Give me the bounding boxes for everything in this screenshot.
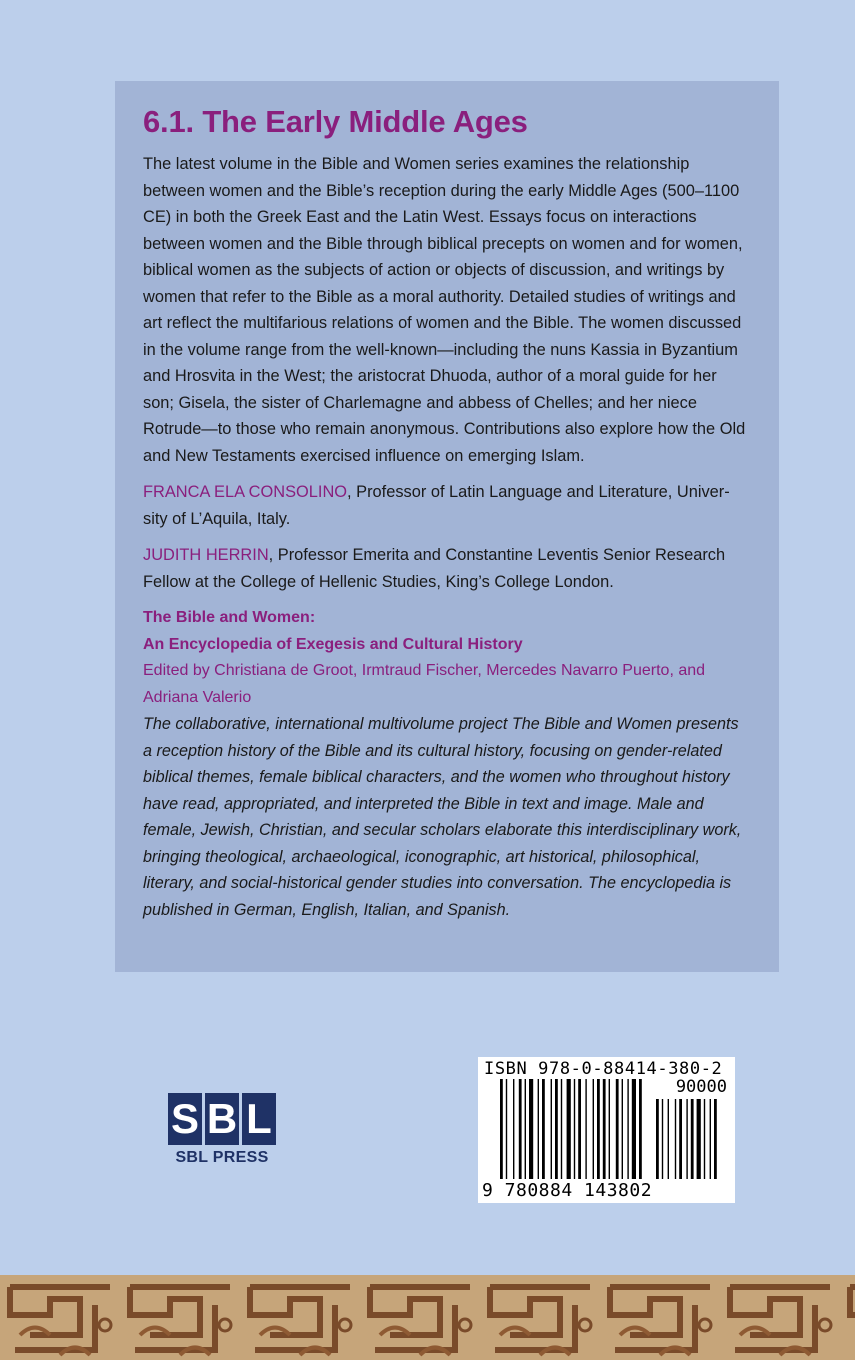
barcode-bar <box>500 1079 503 1179</box>
barcode-bar <box>668 1099 669 1179</box>
barcode-bar <box>714 1099 717 1179</box>
barcode-bar <box>704 1099 705 1179</box>
series-title-line1: The Bible and Women: <box>143 609 316 626</box>
barcode-bar <box>555 1079 558 1179</box>
barcode-bar <box>632 1079 636 1179</box>
editor-bio: , Professor of Latin Language and Literature, Univer-sity of L’Aquila, Italy. <box>143 483 730 528</box>
barcode-bar <box>691 1099 694 1179</box>
isbn-text: ISBN 978-0-88414-380-2 <box>484 1059 723 1079</box>
barcode-bar <box>551 1079 552 1179</box>
barcode-bar <box>662 1099 663 1179</box>
barcode-bar <box>593 1079 594 1179</box>
series-blurb: The collaborative, international multivolume project The Bible and Women presents a reception history of the Bible and its cultural history, focusing on gender-related biblical themes, female biblical characters, and the women who throughout history have read, appropriated, and interpreted the Bible in text and image. Male and female, Jewish, Christian, and secular scholars elaborate this interdisciplinary work, bringing theological, archaeological, iconographic, art historical, philosophical, literary, and social-historical gender studies into conversation. The encyclopedia is published in German, English, Italian, and Spanish. <box>143 715 742 919</box>
barcode-bar <box>686 1099 687 1179</box>
logo-letter-boxes <box>168 1093 278 1145</box>
logo-letter: B <box>205 1093 239 1145</box>
series-info <box>143 605 751 923</box>
barcode-bar <box>656 1099 659 1179</box>
price-code: 90000 <box>675 1077 727 1097</box>
publisher-name: SBL PRESS <box>175 1149 269 1166</box>
barcode-bar <box>597 1079 600 1179</box>
barcode-bar <box>525 1079 526 1179</box>
editor-bio: , Professor Emerita and Constantine Leventis Senior Research Fellow at the College of Hellenic Studies, King’s College London. <box>143 546 726 591</box>
barcode-bar <box>529 1079 533 1179</box>
barcode-bar <box>538 1079 539 1179</box>
barcode-bar <box>513 1079 514 1179</box>
barcode-bar <box>616 1079 619 1179</box>
logo-letter: S <box>168 1093 202 1145</box>
barcode-bar <box>578 1079 581 1179</box>
editor-name: JUDITH HERRIN <box>143 546 269 564</box>
barcode-bar <box>603 1079 606 1179</box>
barcode-bar <box>561 1079 562 1179</box>
barcode-bar <box>627 1079 628 1179</box>
series-editors: Edited by Christiana de Groot, Irmtraud Fischer, Mercedes Navarro Puerto, and Adriana Valerio <box>143 662 706 706</box>
editor-entry <box>143 542 751 595</box>
barcode-bar <box>506 1079 507 1179</box>
back-cover-text-panel <box>115 81 779 972</box>
barcode-bar <box>609 1079 610 1179</box>
book-description: The latest volume in the Bible and Women series examines the relationship between women and the Bible’s reception during the early Middle Ages (500–1100 CE) in both the Greek East and the Latin West. Essays focus on interactions between women and the Bible through biblical precepts on women and for women, biblical women as the subjects of action or objects of discussion, and writings by women that refer to the Bible as a moral authority. Detailed studies of writings and art reflect the multifarious relations of women and the Bible. The women discussed in the volume range from the well-known—including the nuns Kassia in Byzantium and Hrosvita in the West; the aristocrat Dhuoda, author of a moral guide for her son; Gisela, the sister of Charlemagne and abbess of Chelles; and her niece Rotrude—to those who remain anonymous. Contributions also explore how the Old and New Testaments exercised influence on emerging Islam. <box>143 155 746 465</box>
ornament-pattern <box>0 1275 855 1360</box>
barcode-bar <box>519 1079 522 1179</box>
barcode-bar <box>679 1099 682 1179</box>
barcode-bar <box>639 1079 642 1179</box>
barcode-bar <box>697 1099 701 1179</box>
barcode-bar <box>542 1079 545 1179</box>
barcode-bar <box>710 1099 711 1179</box>
barcode-digits: 9 780884 143802 <box>482 1180 653 1201</box>
decorative-ornament-band <box>0 1275 855 1360</box>
isbn-barcode <box>478 1057 735 1203</box>
barcode-bar <box>585 1079 586 1179</box>
editor-name: FRANCA ELA CONSOLINO <box>143 483 348 501</box>
sbl-press-logo <box>168 1093 278 1167</box>
barcode-bar <box>675 1099 676 1179</box>
barcode-bar <box>574 1079 575 1179</box>
logo-letter: L <box>242 1093 276 1145</box>
book-title: 6.1. The Early Middle Ages <box>143 104 528 139</box>
series-title-line2: An Encyclopedia of Exegesis and Cultural History <box>143 635 523 653</box>
editor-entry <box>143 479 751 532</box>
barcode-bar <box>567 1079 571 1179</box>
barcode-bar <box>622 1079 623 1179</box>
